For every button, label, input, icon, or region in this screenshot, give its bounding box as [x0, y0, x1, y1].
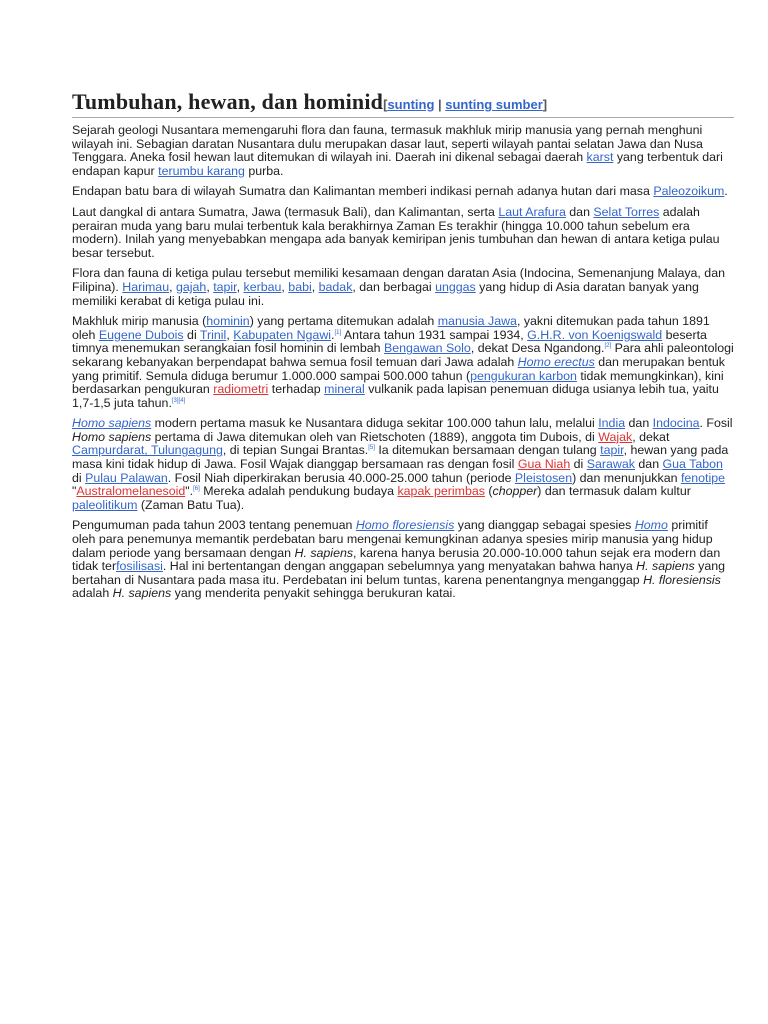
paragraph-text: , dekat Desa Ngandong.: [470, 341, 605, 356]
wiki-link[interactable]: Gua Tabon: [662, 457, 723, 472]
paragraph-text: , yakni ditemukan pada tahun 1891 oleh: [72, 314, 710, 342]
italic-text: Homo sapiens: [72, 429, 152, 444]
paragraph-text: yang dianggap sebagai spesies: [454, 518, 635, 533]
red-wiki-link[interactable]: kapak perimbas: [397, 484, 485, 499]
paragraph-text: ,: [226, 327, 234, 342]
red-wiki-link[interactable]: Australomelanesoid: [76, 484, 186, 499]
wiki-link[interactable]: paleolitikum: [72, 497, 138, 512]
wiki-link[interactable]: Sarawak: [586, 457, 635, 472]
paragraph-7: [72, 519, 734, 601]
wiki-link[interactable]: Homo erectus: [517, 354, 595, 369]
paragraph-text: adalah perairan muda yang baru mulai terbentuk kala berakhirnya Zaman Es terakhir (hingga 10.000 tahun sebelum era modern). Inilah yang menyebabkan mengapa ada banyak kemiripan jenis tumbuhan dan hewan di antara ketiga pulau besar tersebut.: [72, 204, 720, 260]
paragraph-text: modern pertama masuk ke Nusantara diduga sekitar 100.000 tahun lalu, melalui: [151, 416, 599, 431]
red-wiki-link[interactable]: Wajak: [598, 429, 633, 444]
paragraph-text: Endapan batu bara di wilayah Sumatra dan Kalimantan memberi indikasi pernah adanya hutan dari masa: [72, 184, 654, 199]
section-body: [72, 124, 734, 601]
paragraph-text: (: [484, 484, 493, 499]
article-section: [72, 88, 734, 608]
wiki-link[interactable]: terumbu karang: [158, 163, 245, 178]
wiki-link[interactable]: kerbau: [243, 279, 282, 294]
citation-link[interactable]: [5]: [368, 445, 375, 452]
citation-ref: [193, 486, 200, 492]
edit-link[interactable]: sunting: [387, 97, 435, 112]
citation-link[interactable]: [1]: [334, 329, 342, 336]
paragraph-text: , hewan yang pada masa kini tidak hidup di Jawa. Fosil Wajak dianggap bersamaan ras dengan fosil: [72, 443, 729, 472]
paragraph-text: ,: [236, 279, 244, 294]
paragraph-text: , dan berbagai: [352, 279, 436, 294]
wiki-link[interactable]: unggas: [435, 279, 476, 294]
wiki-link[interactable]: manusia Jawa: [437, 314, 517, 329]
citation-ref: [172, 398, 185, 404]
wiki-link[interactable]: Pulau Palawan: [85, 470, 168, 485]
wiki-link[interactable]: Homo sapiens: [72, 416, 152, 431]
paragraph-text: Mereka adalah pendukung budaya: [199, 484, 398, 499]
edit-section-links: [383, 97, 547, 112]
wiki-link[interactable]: G.H.R. von Koenigswald: [527, 327, 663, 342]
edit-source-link[interactable]: sunting sumber: [445, 97, 543, 112]
wiki-link[interactable]: Selat Torres: [593, 204, 660, 219]
edit-separator: |: [434, 97, 446, 112]
paragraph-text: yang bertahan di Nusantara pada masa itu. Perdebatan ini belum tuntas, karena penentangnya menganggap: [72, 559, 726, 587]
italic-text: chopper: [492, 484, 538, 499]
wiki-link[interactable]: Campurdarat, Tulungagung: [72, 443, 223, 458]
paragraph-text: di: [570, 457, 587, 472]
wiki-link[interactable]: Harimau: [122, 279, 170, 294]
paragraph-text: Makhluk mirip manusia (: [72, 314, 207, 329]
paragraph-text: . Hal ini bertentangan dengan anggapan sebelumnya yang menyatakan bahwa hanya: [162, 559, 637, 574]
wiki-link[interactable]: gajah: [175, 279, 207, 294]
paragraph-text: dan merupakan bentuk yang primitif. Semula diduga berumur 1.000.000 sampai 500.000 tahun (: [72, 354, 726, 383]
wiki-link[interactable]: India: [598, 416, 626, 431]
paragraph-text: , di tepian Sungai Brantas.: [222, 443, 369, 458]
paragraph-text: Pengumuman pada tahun 2003 tentang penemuan: [72, 518, 356, 533]
paragraph-text: Para ahli paleontologi sekarang kebanyakan berpendapat bahwa semua fosil temuan dari Jawa adalah: [72, 341, 734, 369]
paragraph-text: terhadap: [268, 382, 325, 397]
paragraph-text: di: [183, 327, 200, 342]
citation-link[interactable]: [3][4]: [171, 397, 186, 404]
paragraph-text: Laut dangkal di antara Sumatra, Jawa (termasuk Bali), dan Kalimantan, serta: [72, 204, 499, 219]
paragraph-text: yang hidup di Asia daratan banyak yang memiliki kerabat di ketiga pulau ini.: [72, 279, 699, 308]
paragraph-text: ) dan menunjukkan: [572, 470, 681, 485]
wiki-link[interactable]: babi: [288, 279, 312, 294]
paragraph-text: dan: [625, 416, 653, 431]
paragraph-5: [72, 315, 734, 410]
wiki-link[interactable]: fosilisasi: [116, 559, 163, 574]
paragraph-text: yang menderita penyakit sehingga berukuran katai.: [171, 586, 456, 601]
red-wiki-link[interactable]: Gua Niah: [517, 457, 571, 472]
wiki-link[interactable]: Homo floresiensis: [355, 518, 455, 533]
paragraph-text: , dekat: [632, 429, 670, 444]
paragraph-text: . Fosil: [699, 416, 733, 431]
paragraph-text: ": [72, 484, 77, 499]
paragraph-text: .: [331, 327, 335, 342]
paragraph-1: [72, 124, 734, 178]
paragraph-text: Antara tahun 1931 sampai 1934,: [341, 327, 528, 342]
italic-text: H. sapiens: [112, 586, 172, 601]
wiki-link[interactable]: tapir: [600, 443, 624, 458]
wiki-link[interactable]: Trinil: [199, 327, 227, 342]
paragraph-6: [72, 417, 734, 512]
paragraph-text: ) yang pertama ditemukan adalah: [249, 314, 438, 329]
paragraph-text: beserta timnya menemukan serangkaian fosil hominin di lembah: [72, 327, 707, 356]
paragraph-text: ,: [281, 279, 289, 294]
paragraph-text: pertama di Jawa ditemukan oleh van Rietschoten (1889), anggota tim Dubois, di: [151, 429, 599, 444]
paragraph-text: . Fosil Niah diperkirakan berusia 40.000-25.000 tahun (periode: [167, 470, 515, 485]
edit-bracket-close: ]: [542, 97, 548, 112]
wiki-link[interactable]: pengukuran karbon: [470, 368, 577, 383]
wiki-link[interactable]: badak: [318, 279, 353, 294]
paragraph-text: primitif oleh para penemunya memantik perdebatan baru mengenai kemungkinan adanya spesies mirip manusia yang hidup dalam periode yang bersamaan dengan: [72, 518, 713, 560]
red-wiki-link[interactable]: radiometri: [213, 382, 269, 397]
wiki-link[interactable]: karst: [586, 150, 614, 165]
wiki-link[interactable]: hominin: [206, 314, 250, 329]
paragraph-text: ,: [169, 279, 176, 294]
italic-text: H. sapiens: [294, 545, 354, 560]
wiki-link[interactable]: Homo: [634, 518, 668, 533]
wiki-link[interactable]: Paleozoikum: [653, 184, 725, 199]
wiki-link[interactable]: fenotipe: [680, 470, 726, 485]
paragraph-text: purba.: [244, 163, 284, 178]
paragraph-text: Ia ditemukan bersamaan dengan tulang: [374, 443, 601, 458]
wiki-link[interactable]: Pleistosen: [514, 470, 573, 485]
paragraph-text: tidak memungkinkan), kini berdasarkan pengukuran: [72, 368, 724, 397]
paragraph-text: di: [72, 470, 86, 485]
wiki-link[interactable]: Indocina: [652, 416, 700, 431]
wiki-link[interactable]: mineral: [324, 382, 365, 397]
wiki-link[interactable]: Bengawan Solo: [384, 341, 471, 356]
wiki-link[interactable]: Laut Arafura: [498, 204, 566, 219]
edit-bracket-open: [: [383, 97, 388, 112]
wiki-link[interactable]: Eugene Dubois: [98, 327, 184, 342]
citation-ref: [368, 445, 375, 451]
wiki-link[interactable]: Kabupaten Ngawi: [233, 327, 332, 342]
paragraph-text: adalah: [72, 586, 113, 601]
paragraph-text: dan: [565, 204, 594, 219]
paragraph-text: ,: [311, 279, 319, 294]
citation-link[interactable]: [2]: [604, 343, 612, 350]
paragraph-4: [72, 267, 734, 308]
paragraph-text: ) dan termasuk dalam kultur: [537, 484, 691, 499]
paragraph-text: ".: [185, 484, 194, 499]
citation-link[interactable]: [6]: [193, 486, 200, 493]
paragraph-text: ,: [206, 279, 214, 294]
paragraph-2: [72, 185, 734, 199]
paragraph-3: [72, 206, 734, 260]
paragraph-text: , karena hanya berusia 20.000-10.000 tahun sejak era modern dan tidak ter: [72, 545, 721, 574]
paragraph-text: .: [724, 184, 728, 199]
paragraph-text: (Zaman Batu Tua).: [137, 497, 245, 512]
section-title: Tumbuhan, hewan, dan hominid: [72, 89, 384, 114]
paragraph-text: yang terbentuk dari endapan kapur: [72, 150, 723, 178]
wiki-link[interactable]: tapir: [213, 279, 237, 294]
paragraph-text: Sejarah geologi Nusantara memengaruhi flora dan fauna, termasuk makhluk mirip manusia yang pernah menghuni wilayah ini. Sebagian daratan Nusantara dulu merupakan dasar laut, seperti wilayah pantai selatan Jawa dan Nusa Tenggara. Aneka fosil hewan laut ditemukan di wilayah ini. Daerah ini dikenal sebagai daerah: [72, 123, 703, 165]
italic-text: H. floresiensis: [643, 572, 721, 587]
paragraph-text: vulkanik pada lapisan penemuan diduga usianya lebih tua, yaitu 1,7-1,5 juta tahun.: [72, 382, 719, 410]
section-heading: [72, 88, 734, 118]
paragraph-text: Flora dan fauna di ketiga pulau tersebut memiliki kesamaan dengan daratan Asia (Indocina, Semenanjung Malaya, dan Filipina).: [72, 266, 725, 294]
paragraph-text: dan: [634, 457, 663, 472]
italic-text: H. sapiens: [636, 559, 695, 574]
